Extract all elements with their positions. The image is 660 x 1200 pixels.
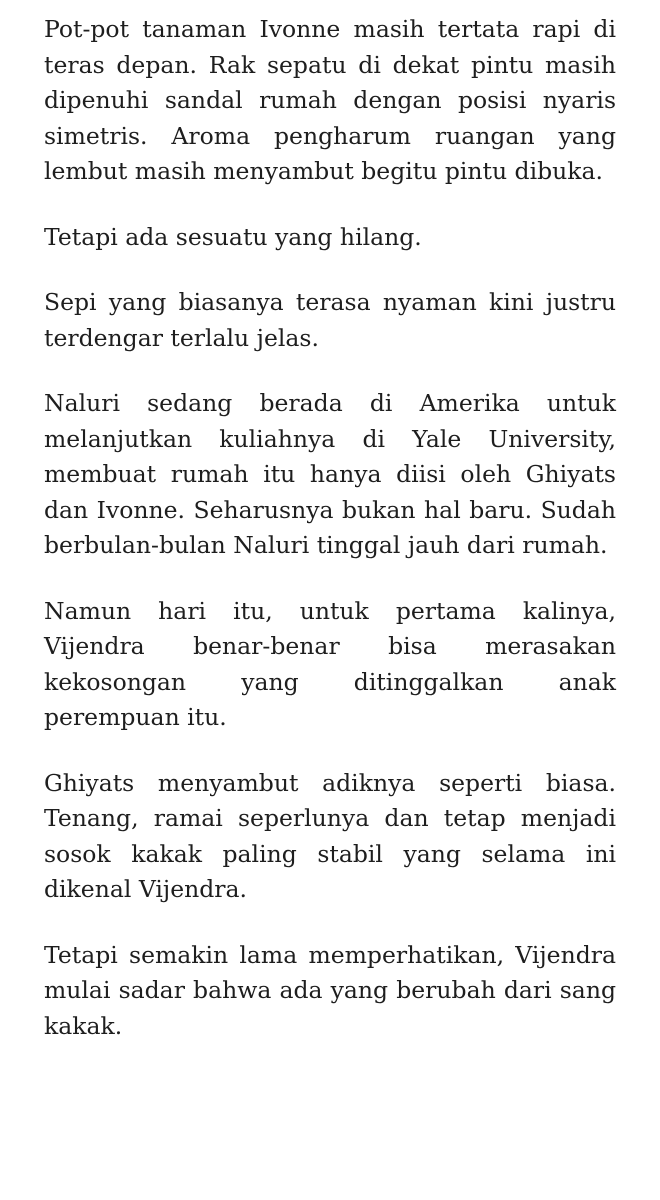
- paragraph: Pot-pot tanaman Ivonne masih tertata rapi di teras depan. Rak sepatu di dekat pintu masih dipenuhi sandal rumah dengan posisi nyaris simetris. Aroma pengharum ruangan yang lembut masih menyambut begitu pintu dibuka.: [44, 15, 616, 185]
- paragraph: Namun hari itu, untuk pertama kalinya, Vijendra benar-benar bisa merasakan kekosongan yang ditinggalkan anak perempuan itu.: [44, 596, 616, 731]
- paragraph: Naluri sedang berada di Amerika untuk melanjutkan kuliahnya di Yale University, membuat rumah itu hanya diisi oleh Ghiyats dan Ivonne. Seharusnya bukan hal baru. Sudah berbulan-bulan Naluri tinggal jauh dari rumah.: [44, 389, 616, 559]
- paragraph: Tetapi ada sesuatu yang hilang.: [44, 222, 422, 251]
- paragraph: Sepi yang biasanya terasa nyaman kini justru terdengar terlalu jelas.: [44, 288, 616, 352]
- paragraph: Tetapi semakin lama memperhatikan, Vijendra mulai sadar bahwa ada yang berubah dari sang kakak.: [44, 940, 616, 1040]
- story-text: [44, 12, 616, 1044]
- paragraph: Ghiyats menyambut adiknya seperti biasa. Tenang, ramai seperlunya dan tetap menjadi sosok kakak paling stabil yang selama ini dikenal Vijendra.: [44, 768, 616, 903]
